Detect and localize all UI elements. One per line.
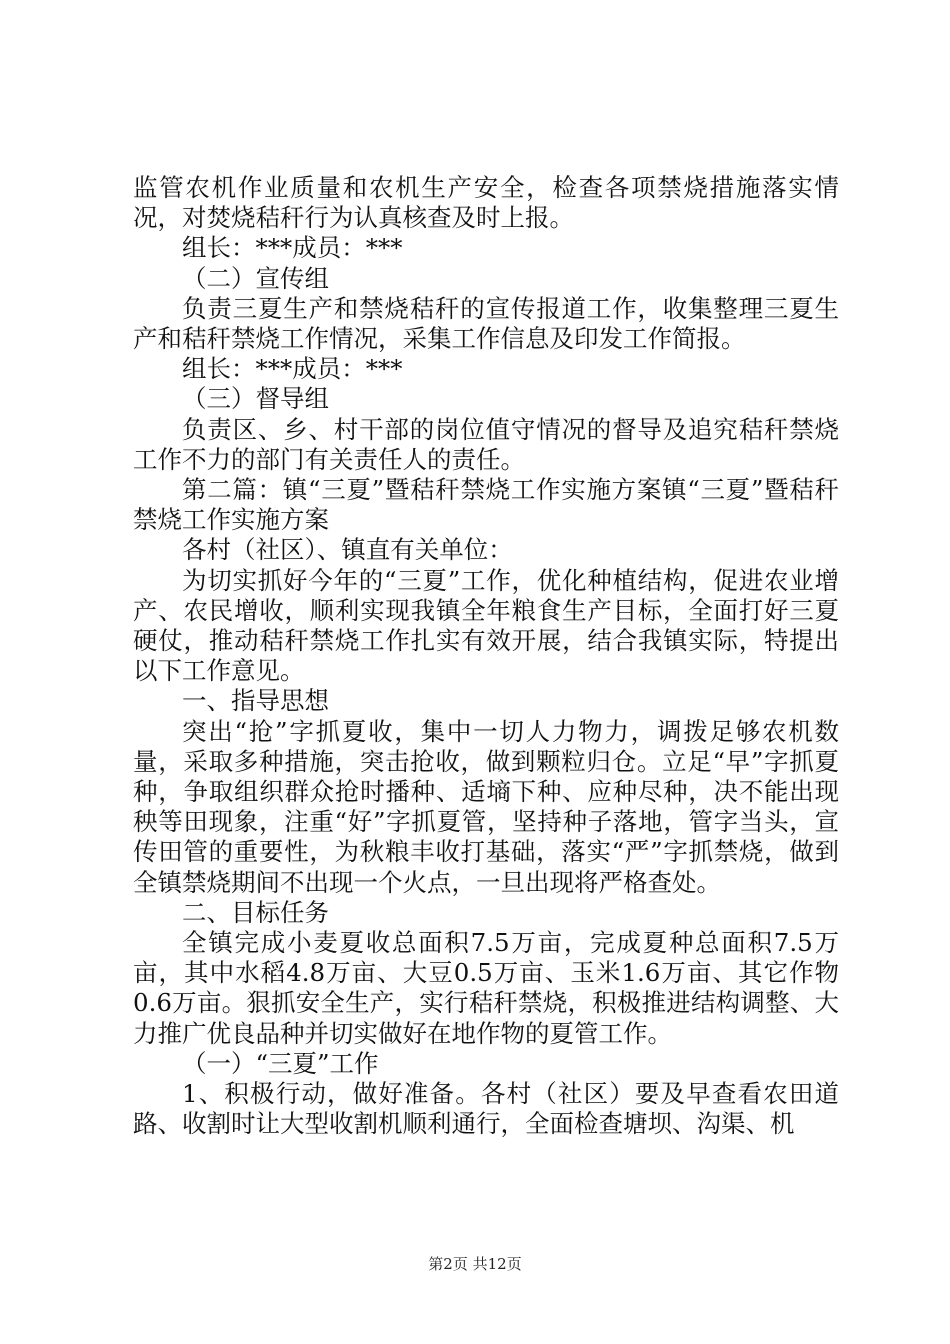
heading-guiding-ideology: 一、指导思想: [182, 686, 329, 716]
paragraph-publicity-duties: 负责三夏生产和禁烧秸秆的宣传报道工作，收集整理三夏生产和秸秆禁烧工作情况，采集工作信息及印发工作简报。: [133, 293, 839, 354]
paragraph-preparation: 1、积极行动，做好准备。各村（社区）要及早查看农田道路、收割时让大型收割机顺利通行，全面检查塘坝、沟渠、机: [133, 1079, 839, 1139]
heading-targets: 二、目标任务: [182, 897, 329, 927]
paragraph-continuation: 监管农机作业质量和农机生产安全，检查各项禁烧措施落实情况，对焚烧秸秆行为认真核查及时上报。: [133, 173, 839, 233]
paragraph-group-leader-1: 组长：***成员：***: [182, 233, 403, 263]
paragraph-targets: 全镇完成小麦夏收总面积7.5万亩，完成夏种总面积7.5万亩，其中水稻4.8万亩、大豆0.5万亩、玉米1.6万亩、其它作物0.6万亩。狠抓安全生产，实行秸秆禁烧，积极推进结构调整、大力推广优良品种并切实做好在地作物的夏管工作。: [133, 928, 839, 1048]
document-body: [133, 173, 839, 1140]
paragraph-group-leader-2: 组长：***成员：***: [182, 354, 403, 384]
paragraph-guiding-ideology: 突出“抢”字抓夏收，集中一切人力物力，调拨足够农机数量，采取多种措施，突击抢收，做到颗粒归仓。立足“早”字抓夏种，争取组织群众抢时播种、适墒下种、应种尽种，决不能出现秧等田现象，注重“好”字抓夏管，坚持种子落地，管字当头，宣传田管的重要性，为秋粮丰收打基础，落实“严”字抓禁烧，做到全镇禁烧期间不出现一个火点，一旦出现将严格查处。: [133, 716, 839, 897]
paragraph-addressee: 各村（社区）、镇直有关单位：: [182, 535, 513, 565]
paragraph-supervision-duties: 负责区、乡、村干部的岗位值守情况的督导及追究秸秆禁烧工作不力的部门有关责任人的责任。: [133, 414, 839, 474]
heading-sanxia-work: （一）“三夏”工作: [182, 1048, 379, 1078]
heading-supervision-group: （三）督导组: [182, 384, 329, 414]
paragraph-introduction: 为切实抓好今年的“三夏”工作，优化种植结构，促进农业增产、农民增收，顺利实现我镇全年粮食生产目标，全面打好三夏硬仗，推动秸秆禁烧工作扎实有效开展，结合我镇实际，特提出以下工作意见。: [133, 565, 839, 686]
heading-part-two-title: 第二篇：镇“三夏”暨秸秆禁烧工作实施方案镇“三夏”暨秸秆禁烧工作实施方案: [133, 475, 839, 535]
heading-publicity-group: （二）宣传组: [182, 263, 329, 293]
page-number-footer: 第2页 共12页: [428, 1255, 522, 1273]
